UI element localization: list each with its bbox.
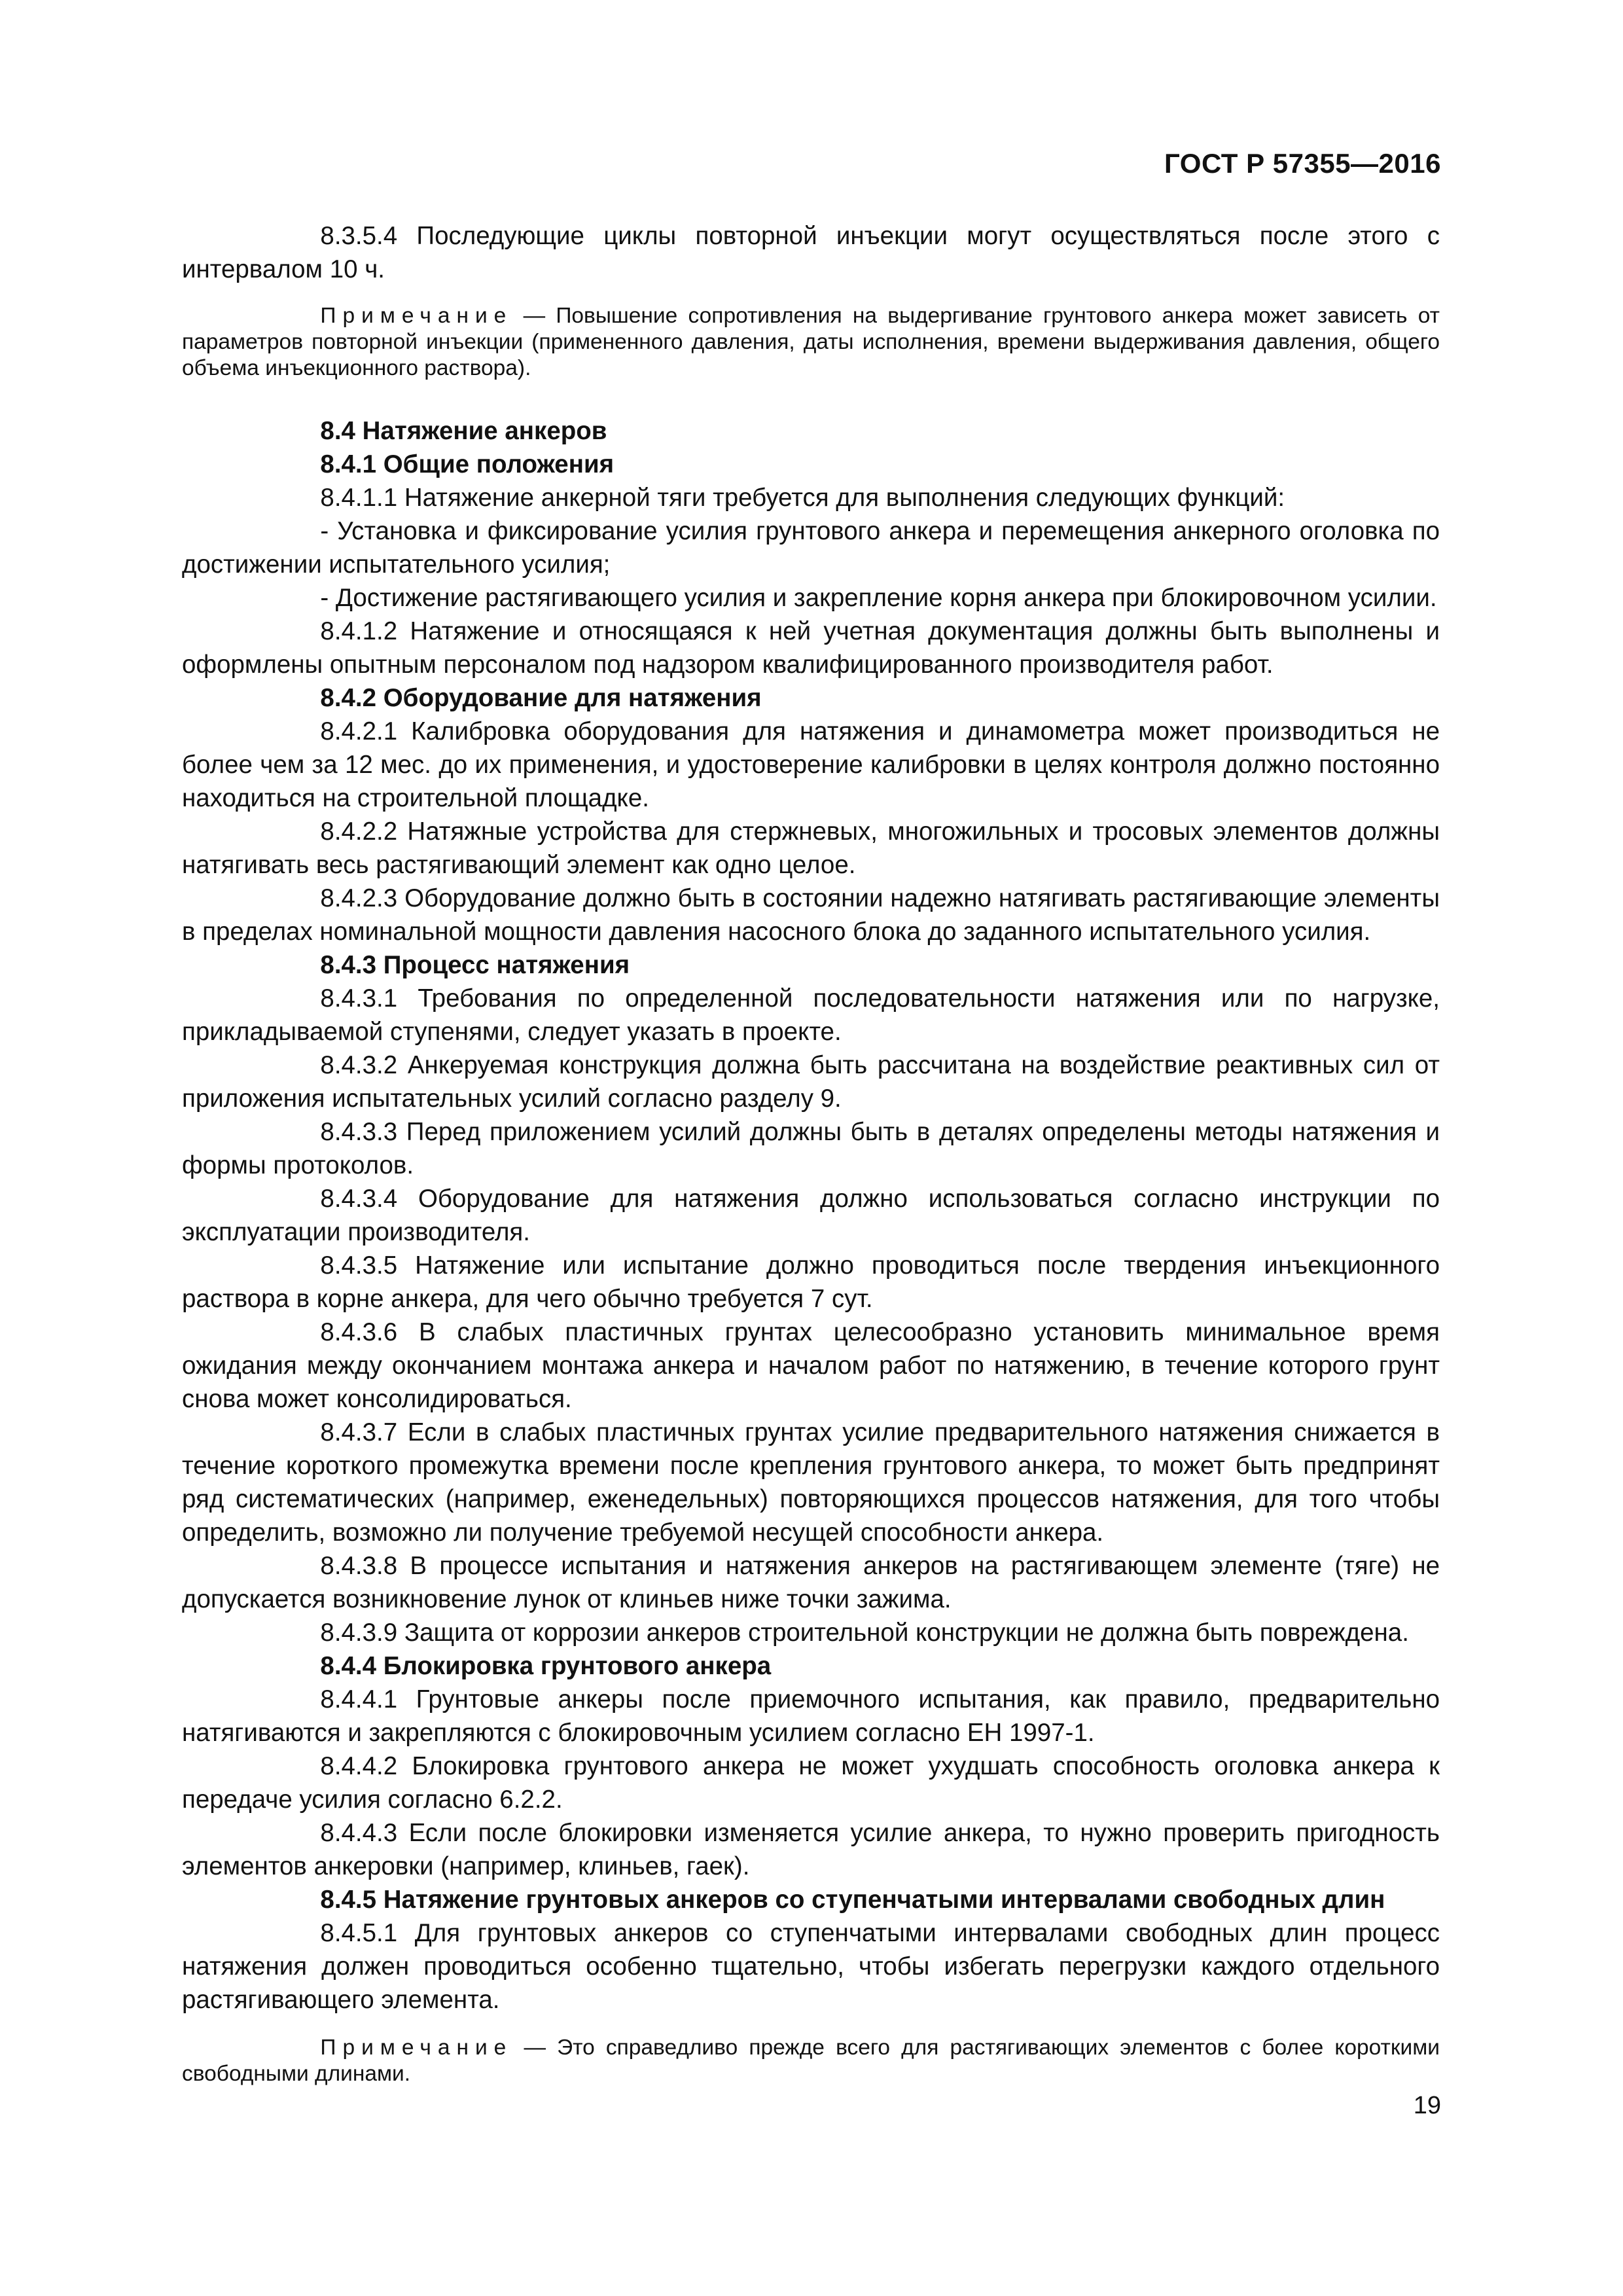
note-label: Примечание xyxy=(320,304,513,328)
paragraph-8-4-3-3: 8.4.3.3 Перед приложением усилий должны быть в деталях определены методы натяжения и формы протоколов. xyxy=(182,1118,1440,1179)
paragraph-8-4-1-2: 8.4.1.2 Натяжение и относящаяся к ней учетная документация должны быть выполнены и оформлены опытным персоналом под надзором квалифицированного производителя работ. xyxy=(182,617,1440,679)
heading-8-4-5: 8.4.5 Натяжение грунтовых анкеров со ступенчатыми интервалами свободных длин xyxy=(320,1886,1385,1914)
paragraph-8-4-1-1: 8.4.1.1 Натяжение анкерной тяги требуется для выполнения следующих функций: xyxy=(320,484,1285,512)
heading-8-4-2: 8.4.2 Оборудование для натяжения xyxy=(320,684,762,712)
heading-8-4-1: 8.4.1 Общие положения xyxy=(320,450,615,478)
paragraph-8-4-3-2: 8.4.3.2 Анкеруемая конструкция должна быть рассчитана на воздействие реактивных сил от приложения испытательных усилий согласно разделу 9. xyxy=(182,1051,1440,1113)
heading-8-4-3: 8.4.3 Процесс натяжения xyxy=(320,951,630,979)
paragraph-8-4-3-1: 8.4.3.1 Требования по определенной последовательности натяжения или по нагрузке, прикладываемой ступенями, следует указать в проекте. xyxy=(182,984,1440,1046)
paragraph-8-4-3-6: 8.4.3.6 В слабых пластичных грунтах целесообразно установить минимальное время ожидания между окончанием монтажа анкера и началом работ по натяжению, в течение которого грунт снова может консолидироваться. xyxy=(182,1318,1440,1413)
list-item: - Установка и фиксирование усилия грунтового анкера и перемещения анкерного оголовка по достижении испытательного усилия; xyxy=(182,517,1440,579)
paragraph-8-4-3-7: 8.4.3.7 Если в слабых пластичных грунтах усилие предварительного натяжения снижается в течение короткого промежутка времени после крепления грунтового анкера, то может быть предпринят ряд систематических (например, еженедельных) повторяющихся процессов натяжения, для того чтобы определить, возможно ли получение требуемой несущей способности анкера. xyxy=(182,1418,1440,1547)
paragraph-8-4-3-5: 8.4.3.5 Натяжение или испытание должно проводиться после твердения инъекционного раствора в корне анкера, для чего обычно требуется 7 сут. xyxy=(182,1251,1440,1313)
paragraph-8-4-3-8: 8.4.3.8 В процессе испытания и натяжения анкеров на растягивающем элементе (тяге) не допускается возникновение лунок от клиньев ниже точки зажима. xyxy=(182,1552,1440,1613)
paragraph-8-4-5-1: 8.4.5.1 Для грунтовых анкеров со ступенчатыми интервалами свободных длин процесс натяжения должен проводиться особенно тщательно, чтобы избегать перегрузки каждого отдельного растягивающего элемента. xyxy=(182,1919,1440,2014)
paragraph-8-4-4-3: 8.4.4.3 Если после блокировки изменяется усилие анкера, то нужно проверить пригодность элементов анкеровки (например, клиньев, гаек). xyxy=(182,1819,1440,1880)
paragraph-8-3-5-4: 8.3.5.4 Последующие циклы повторной инъекции могут осуществляться после этого с интервалом 10 ч. xyxy=(182,222,1440,283)
paragraph-8-4-2-3: 8.4.2.3 Оборудование должно быть в состоянии надежно натягивать растягивающие элементы в пределах номинальной мощности давления насосного блока до заданного испытательного усилия. xyxy=(182,884,1440,946)
list-item: - Достижение растягивающего усилия и закрепление корня анкера при блокировочном усилии. xyxy=(320,584,1437,612)
paragraph-8-4-3-4: 8.4.3.4 Оборудование для натяжения должно использоваться согласно инструкции по эксплуатации производителя. xyxy=(182,1185,1440,1246)
page-number: 19 xyxy=(1413,2092,1441,2119)
paragraph-8-4-3-9: 8.4.3.9 Защита от коррозии анкеров строительной конструкции не должна быть повреждена. xyxy=(320,1619,1409,1647)
document-body xyxy=(182,219,1440,2087)
heading-8-4: 8.4 Натяжение анкеров xyxy=(320,417,607,445)
heading-8-4-4: 8.4.4 Блокировка грунтового анкера xyxy=(320,1652,772,1680)
paragraph-8-4-4-1: 8.4.4.1 Грунтовые анкеры после приемочного испытания, как правило, предварительно натягиваются и закрепляются с блокировочным усилием согласно ЕН 1997-1. xyxy=(182,1685,1440,1747)
paragraph-8-4-4-2: 8.4.4.2 Блокировка грунтового анкера не может ухудшать способность оголовка анкера к передаче усилия согласно 6.2.2. xyxy=(182,1752,1440,1814)
paragraph-8-4-2-1: 8.4.2.1 Калибровка оборудования для натяжения и динамометра может производиться не более чем за 12 мес. до их применения, и удостоверение калибровки в целях контроля должно постоянно находиться на строительной площадке. xyxy=(182,717,1440,812)
note-2 xyxy=(182,2035,1440,2087)
standard-designation: ГОСТ Р 57355—2016 xyxy=(1164,148,1441,179)
note-label: Примечание xyxy=(320,2036,513,2060)
note-text: — Это справедливо прежде всего для растягивающих элементов с более короткими свободными длинами. xyxy=(182,2036,1440,2086)
note-text: — Повышение сопротивления на выдергивание грунтового анкера может зависеть от параметров повторной инъекции (примененного давления, даты исполнения, времени выдерживания давления, общего объема инъекционного раствора). xyxy=(182,304,1440,380)
note-1 xyxy=(182,303,1440,382)
paragraph-8-4-2-2: 8.4.2.2 Натяжные устройства для стержневых, многожильных и тросовых элементов должны натягивать весь растягивающий элемент как одно целое. xyxy=(182,817,1440,879)
